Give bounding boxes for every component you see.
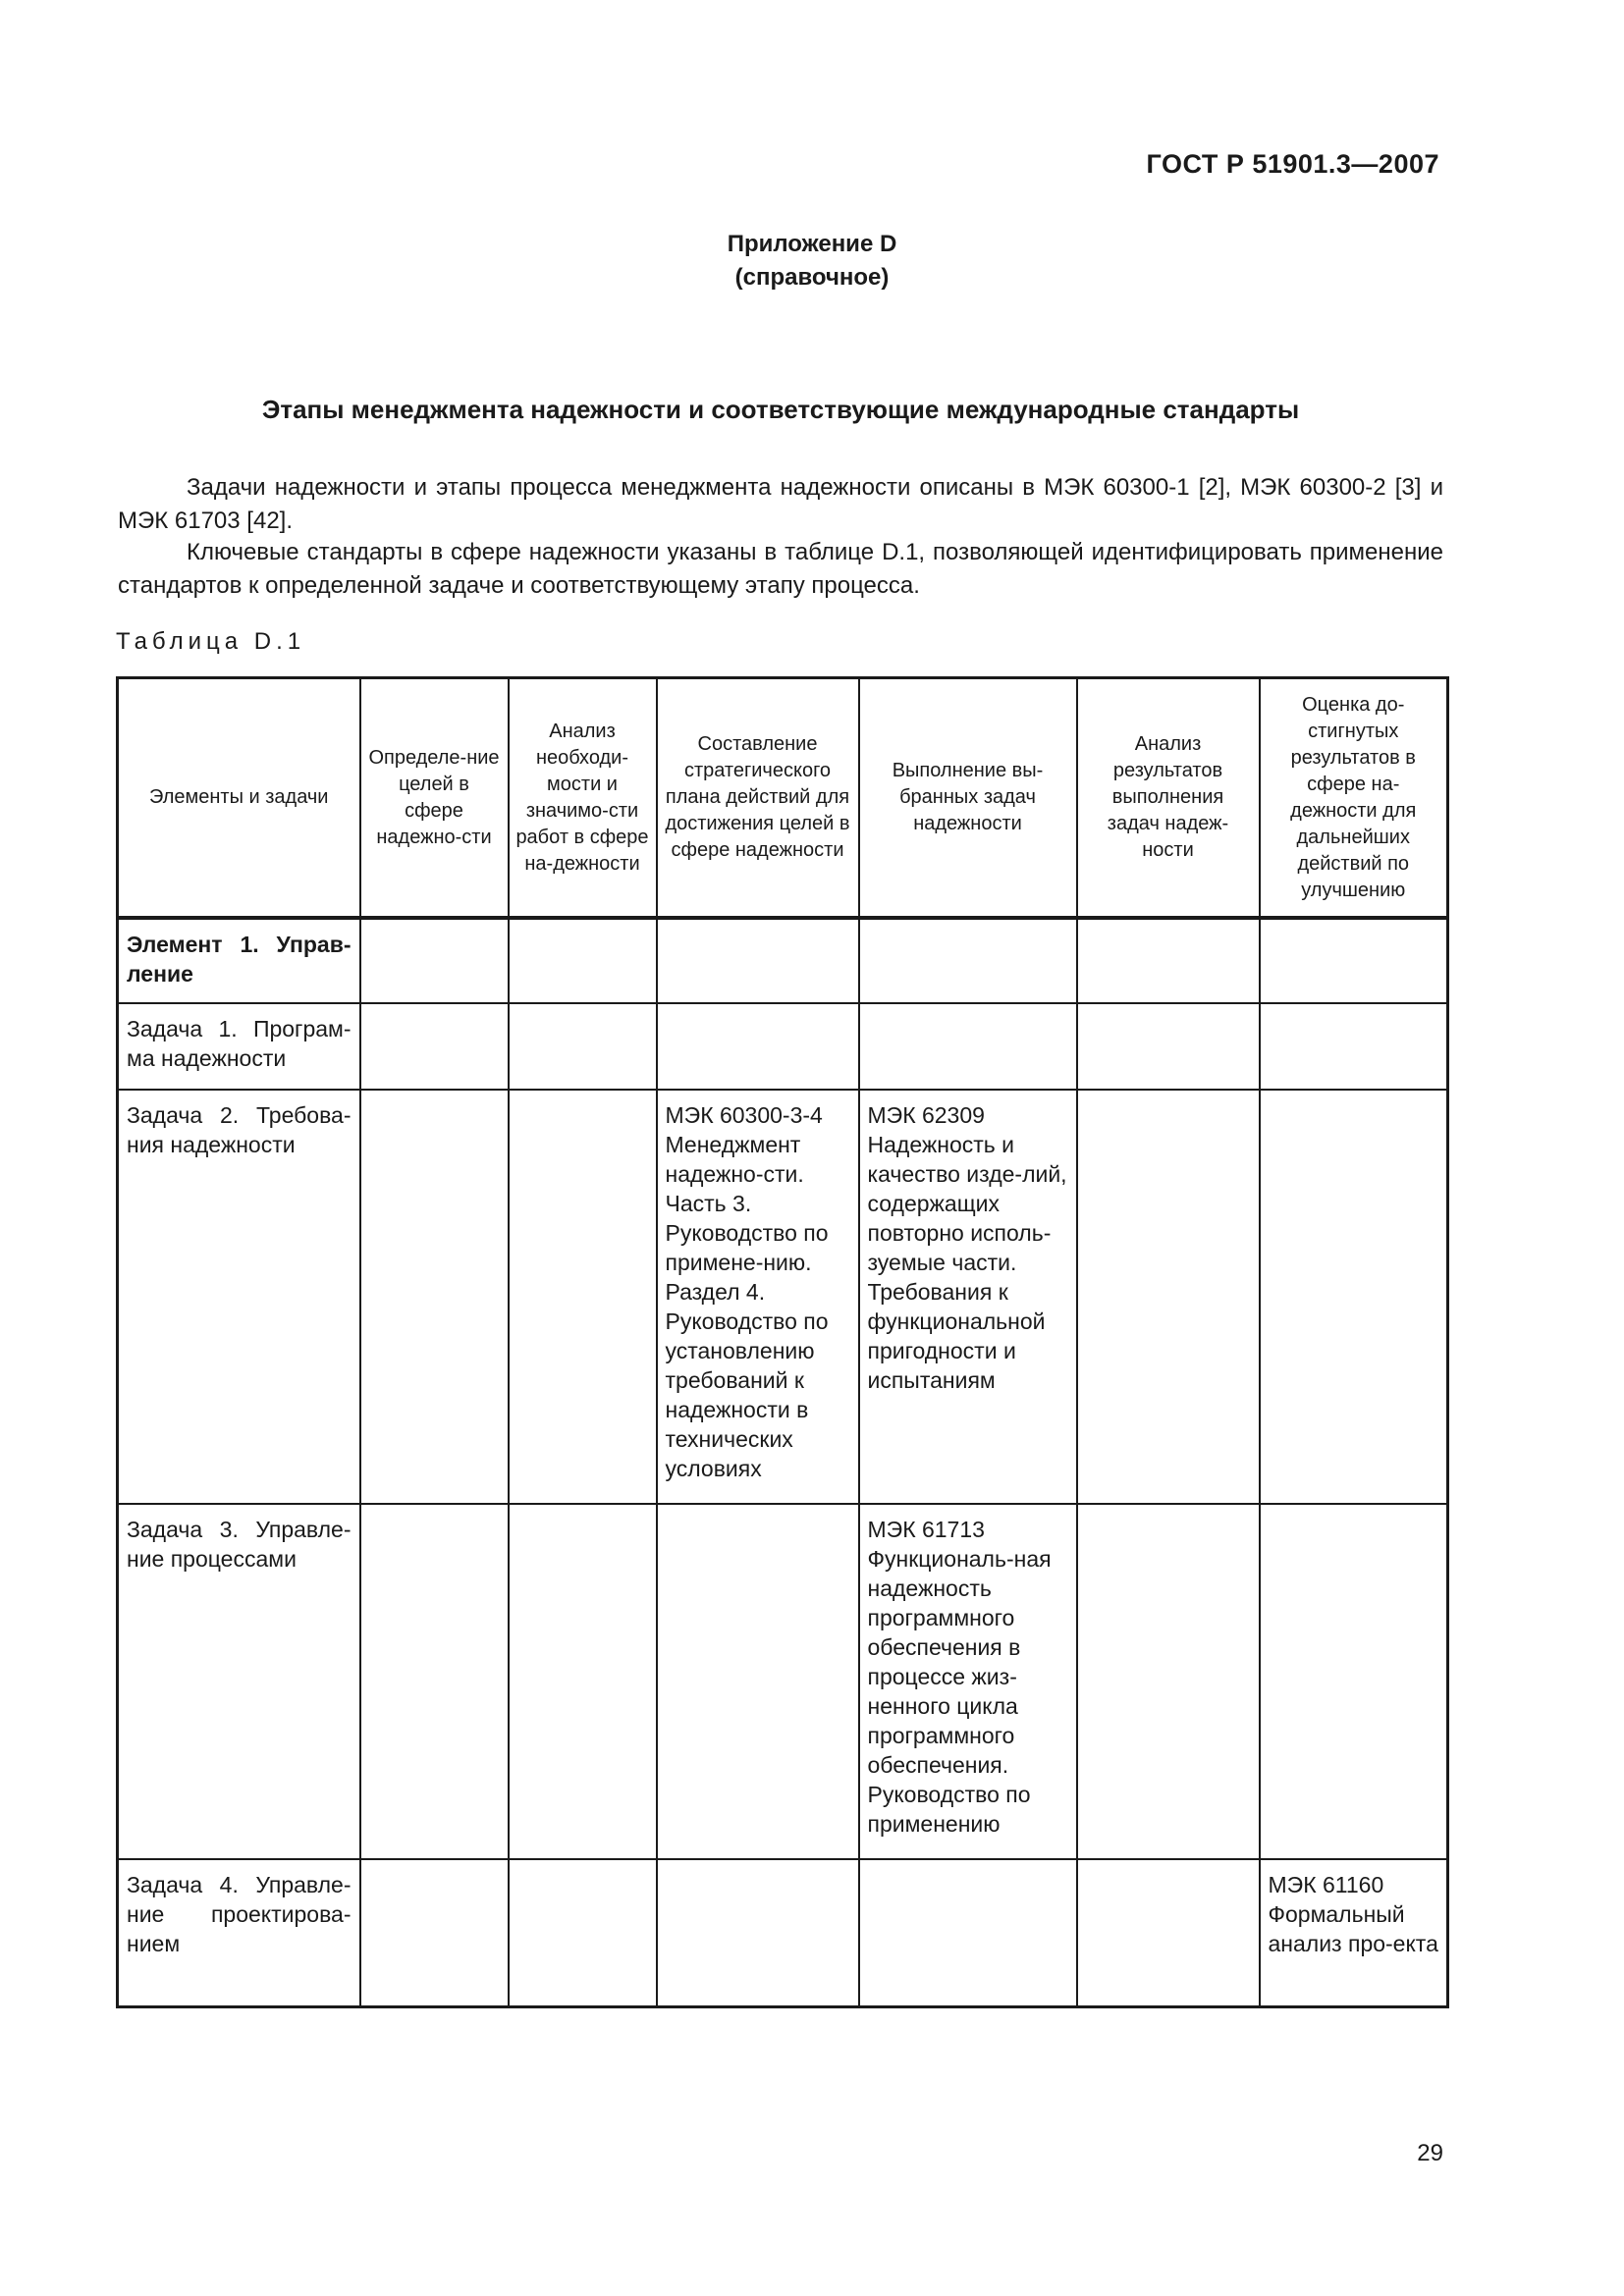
table-cell xyxy=(859,1859,1077,2006)
section-heading: Этапы менеджмента надежности и соответствующие международные стандарты xyxy=(261,395,1300,424)
table-cell: МЭК 61160 Формальный анализ про-екта xyxy=(1260,1859,1448,2006)
table-cell xyxy=(1077,918,1260,1003)
table-caption: Таблица D.1 xyxy=(116,628,306,655)
annex-status: (справочное) xyxy=(734,264,890,291)
table-cell xyxy=(509,1090,657,1504)
table-cell xyxy=(509,1504,657,1859)
table-cell xyxy=(1260,918,1448,1003)
table-cell xyxy=(360,918,509,1003)
table-cell xyxy=(1077,1090,1260,1504)
table-cell xyxy=(509,918,657,1003)
table-cell xyxy=(1077,1859,1260,2006)
table-cell xyxy=(1077,1003,1260,1090)
header-cell-results-analysis: Анализ результатов выполнения задач надеж-ности xyxy=(1077,678,1260,919)
header-cell-strategic-plan: Составление стратегического плана действий для достижения целей в сфере надежности xyxy=(657,678,859,919)
header-cell-goals: Определе-ние целей в сфере надежно-сти xyxy=(360,678,509,919)
table-header-row xyxy=(118,678,1448,919)
header-cell-elements: Элементы и задачи xyxy=(118,678,360,919)
table-cell: МЭК 61713 Функциональ-ная надежность программного обеспечения в процессе жиз-ненного цикла программного обеспечения. Руководство по применению xyxy=(859,1504,1077,1859)
table-cell: Задача 1. Програм-ма надежности xyxy=(118,1003,360,1090)
table-cell xyxy=(1260,1090,1448,1504)
document-code: ГОСТ Р 51901.3—2007 xyxy=(1146,149,1439,179)
table-cell xyxy=(657,918,859,1003)
table-cell xyxy=(859,918,1077,1003)
table-cell xyxy=(509,1859,657,2006)
annex-block xyxy=(0,228,1624,294)
table-row xyxy=(118,1003,1448,1090)
standards-table xyxy=(116,676,1449,2008)
paragraph: Ключевые стандарты в сфере надежности указаны в таблице D.1, позволяющей идентифицировать применение стандартов к определенной задаче и соответствующему этапу процесса. xyxy=(118,539,1443,599)
table-row xyxy=(118,1859,1448,2006)
table-cell xyxy=(657,1003,859,1090)
paragraph: Задачи надежности и этапы процесса менеджмента надежности описаны в МЭК 60300-1 [2], МЭК 60300-2 [3] и МЭК 61703 [42]. xyxy=(118,474,1443,534)
table-cell: Задача 3. Управле-ние процессами xyxy=(118,1504,360,1859)
table-cell xyxy=(360,1090,509,1504)
header-cell-analysis: Анализ необходи-мости и значимо-сти работ в сфере на-дежности xyxy=(509,678,657,919)
table-cell xyxy=(360,1859,509,2006)
table-cell xyxy=(1260,1003,1448,1090)
table-cell: МЭК 60300-3-4 Менеджмент надежно-сти. Часть 3. Руководство по примене-нию. Раздел 4. Руководство по установлению требований к надежности в технических условиях xyxy=(657,1090,859,1504)
table-cell: Задача 4. Управле-ние проектирова-нием xyxy=(118,1859,360,2006)
table-cell: Элемент 1. Управ-ление xyxy=(118,918,360,1003)
table-cell xyxy=(509,1003,657,1090)
table-row xyxy=(118,1504,1448,1859)
table-cell: Задача 2. Требова-ния надежности xyxy=(118,1090,360,1504)
header-cell-execution: Выполнение вы-бранных задач надежности xyxy=(859,678,1077,919)
table-cell xyxy=(1260,1504,1448,1859)
table-row xyxy=(118,1090,1448,1504)
table-cell xyxy=(657,1504,859,1859)
table-row xyxy=(118,918,1448,1003)
table-cell xyxy=(657,1859,859,2006)
table-cell: МЭК 62309 Надежность и качество изде-лий, содержащих повторно исполь-зуемые части. Требования к функциональной пригодности и испытаниям xyxy=(859,1090,1077,1504)
table-cell xyxy=(859,1003,1077,1090)
annex-title: Приложение D xyxy=(727,231,897,257)
table-cell xyxy=(360,1504,509,1859)
table-cell xyxy=(1077,1504,1260,1859)
page-number: 29 xyxy=(1417,2140,1443,2166)
header-cell-evaluation: Оценка до-стигнутых результатов в сфере на-дежности для дальнейших действий по улучшению xyxy=(1260,678,1448,919)
table-cell xyxy=(360,1003,509,1090)
